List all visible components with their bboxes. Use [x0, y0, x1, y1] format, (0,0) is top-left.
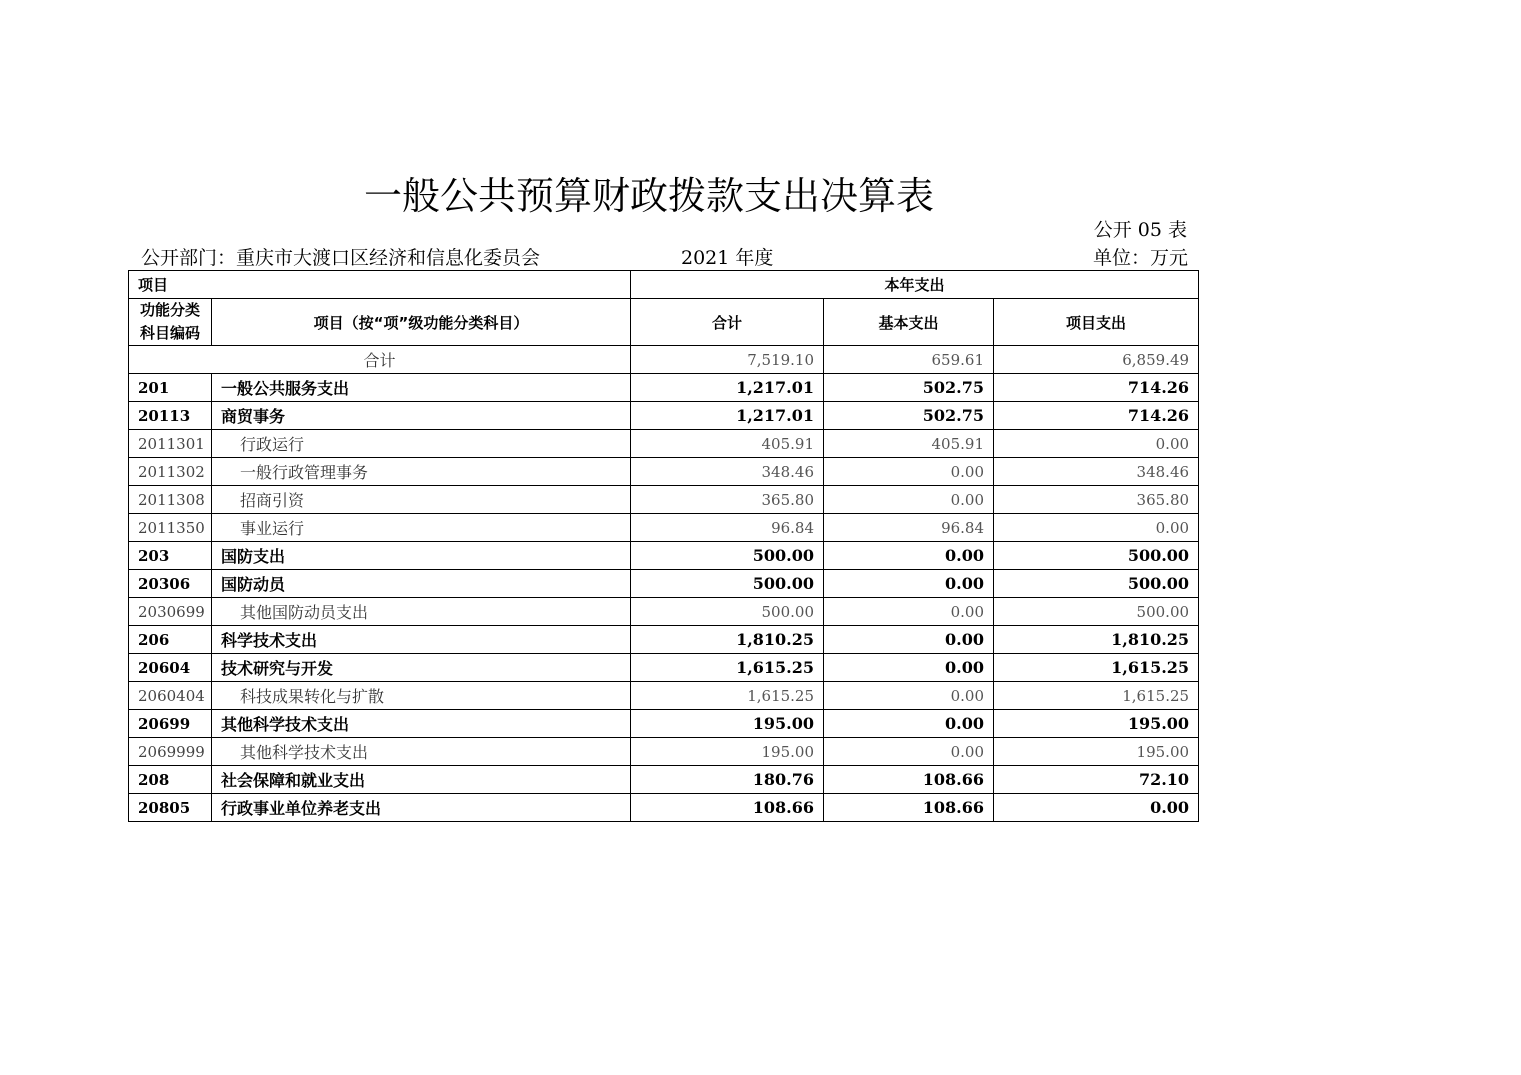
- total-row: [129, 346, 1199, 374]
- row-project: 714.26: [994, 374, 1199, 402]
- row-basic: 0.00: [824, 682, 994, 710]
- row-total: 1,217.01: [631, 374, 824, 402]
- header-name: 项目（按“项”级功能分类科目）: [212, 299, 631, 346]
- total-basic: 659.61: [824, 346, 994, 374]
- row-name: 其他科学技术支出: [212, 738, 631, 766]
- table-row: [129, 514, 1199, 542]
- row-project: 714.26: [994, 402, 1199, 430]
- row-total: 96.84: [631, 514, 824, 542]
- row-project: 1,810.25: [994, 626, 1199, 654]
- row-project: 365.80: [994, 486, 1199, 514]
- row-code: 2060404: [129, 682, 212, 710]
- row-total: 1,810.25: [631, 626, 824, 654]
- header-project: 项目支出: [994, 299, 1199, 346]
- row-total: 365.80: [631, 486, 824, 514]
- row-code: 203: [129, 542, 212, 570]
- row-project: 1,615.25: [994, 654, 1199, 682]
- unit-label: 单位：万元: [1092, 247, 1188, 269]
- table-row: [129, 374, 1199, 402]
- row-project: 0.00: [994, 794, 1199, 822]
- row-project: 348.46: [994, 458, 1199, 486]
- row-project: 0.00: [994, 514, 1199, 542]
- header-current-year: 本年支出: [631, 271, 1199, 299]
- row-code: 201: [129, 374, 212, 402]
- header-row-2: [129, 299, 1199, 346]
- row-total: 348.46: [631, 458, 824, 486]
- row-code: 208: [129, 766, 212, 794]
- row-total: 1,217.01: [631, 402, 824, 430]
- meta-line: [141, 243, 1188, 269]
- row-name: 招商引资: [212, 486, 631, 514]
- row-code: 2030699: [129, 598, 212, 626]
- row-code: 206: [129, 626, 212, 654]
- row-basic: 0.00: [824, 626, 994, 654]
- row-total: 195.00: [631, 710, 824, 738]
- row-name: 一般公共服务支出: [212, 374, 631, 402]
- table-row: [129, 766, 1199, 794]
- row-code: 20699: [129, 710, 212, 738]
- row-basic: 0.00: [824, 486, 994, 514]
- table-row: [129, 458, 1199, 486]
- row-basic: 405.91: [824, 430, 994, 458]
- row-project: 500.00: [994, 570, 1199, 598]
- table-row: [129, 542, 1199, 570]
- row-basic: 108.66: [824, 794, 994, 822]
- row-name: 一般行政管理事务: [212, 458, 631, 486]
- row-code: 20113: [129, 402, 212, 430]
- total-label: 合计: [129, 346, 631, 374]
- row-total: 500.00: [631, 570, 824, 598]
- row-code: 2011308: [129, 486, 212, 514]
- row-name: 其他科学技术支出: [212, 710, 631, 738]
- row-basic: 0.00: [824, 570, 994, 598]
- row-name: 其他国防动员支出: [212, 598, 631, 626]
- total-amount: 7,519.10: [631, 346, 824, 374]
- row-basic: 96.84: [824, 514, 994, 542]
- header-item: 项目: [129, 271, 631, 299]
- table-row: [129, 654, 1199, 682]
- row-project: 500.00: [994, 598, 1199, 626]
- row-code: 20604: [129, 654, 212, 682]
- row-code: 2011301: [129, 430, 212, 458]
- row-total: 500.00: [631, 542, 824, 570]
- row-basic: 0.00: [824, 738, 994, 766]
- form-number: 公开 05 表: [1093, 219, 1187, 241]
- row-project: 195.00: [994, 710, 1199, 738]
- row-basic: 502.75: [824, 374, 994, 402]
- row-project: 500.00: [994, 542, 1199, 570]
- header-code: 功能分类科目编码: [129, 299, 212, 346]
- header-basic: 基本支出: [824, 299, 994, 346]
- row-project: 72.10: [994, 766, 1199, 794]
- row-total: 405.91: [631, 430, 824, 458]
- row-basic: 0.00: [824, 710, 994, 738]
- row-name: 技术研究与开发: [212, 654, 631, 682]
- row-name: 社会保障和就业支出: [212, 766, 631, 794]
- row-name: 科技成果转化与扩散: [212, 682, 631, 710]
- header-total: 合计: [631, 299, 824, 346]
- row-basic: 502.75: [824, 402, 994, 430]
- table-row: [129, 626, 1199, 654]
- row-basic: 0.00: [824, 542, 994, 570]
- table-row: [129, 738, 1199, 766]
- row-basic: 0.00: [824, 458, 994, 486]
- table-row: [129, 710, 1199, 738]
- budget-table: [128, 270, 1199, 822]
- row-name: 商贸事务: [212, 402, 631, 430]
- table-row: [129, 682, 1199, 710]
- row-code: 20805: [129, 794, 212, 822]
- row-basic: 0.00: [824, 654, 994, 682]
- table-row: [129, 794, 1199, 822]
- row-code: 2011350: [129, 514, 212, 542]
- row-total: 500.00: [631, 598, 824, 626]
- row-code: 2069999: [129, 738, 212, 766]
- row-name: 科学技术支出: [212, 626, 631, 654]
- row-project: 1,615.25: [994, 682, 1199, 710]
- row-name: 国防支出: [212, 542, 631, 570]
- row-name: 事业运行: [212, 514, 631, 542]
- table-row: [129, 486, 1199, 514]
- row-basic: 108.66: [824, 766, 994, 794]
- row-name: 国防动员: [212, 570, 631, 598]
- total-project: 6,859.49: [994, 346, 1199, 374]
- row-code: 2011302: [129, 458, 212, 486]
- table-row: [129, 430, 1199, 458]
- row-total: 1,615.25: [631, 654, 824, 682]
- row-project: 195.00: [994, 738, 1199, 766]
- row-name: 行政事业单位养老支出: [212, 794, 631, 822]
- table-row: [129, 570, 1199, 598]
- table-row: [129, 402, 1199, 430]
- row-name: 行政运行: [212, 430, 631, 458]
- fiscal-year: 2021 年度: [681, 247, 774, 269]
- page-title: 一般公共预算财政拨款支出决算表: [364, 174, 935, 218]
- table-row: [129, 598, 1199, 626]
- row-total: 180.76: [631, 766, 824, 794]
- row-total: 195.00: [631, 738, 824, 766]
- row-total: 108.66: [631, 794, 824, 822]
- row-basic: 0.00: [824, 598, 994, 626]
- row-code: 20306: [129, 570, 212, 598]
- row-project: 0.00: [994, 430, 1199, 458]
- department-label: 公开部门：重庆市大渡口区经济和信息化委员会: [141, 247, 541, 269]
- row-total: 1,615.25: [631, 682, 824, 710]
- header-row-1: [129, 271, 1199, 299]
